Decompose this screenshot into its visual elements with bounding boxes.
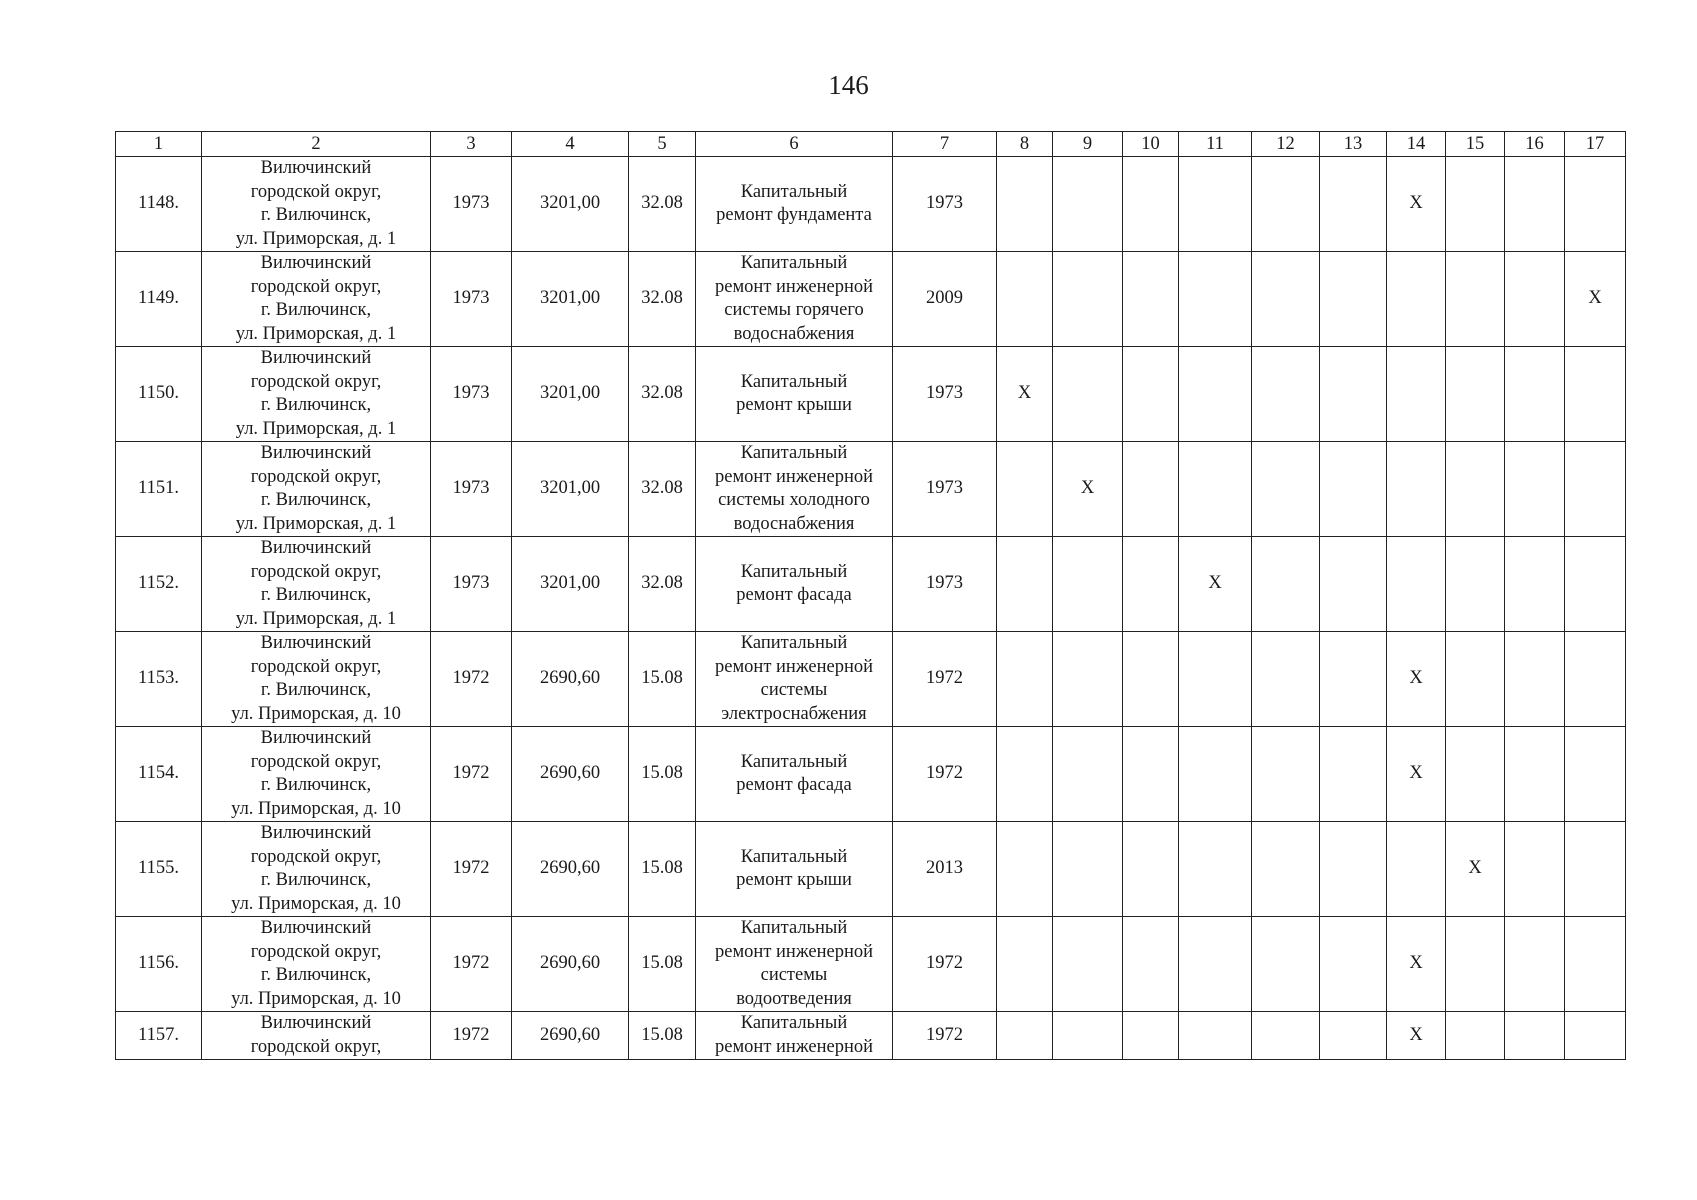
code-cell: 15.08 (629, 917, 696, 1012)
mark-cell-col-11 (1179, 822, 1252, 917)
table-row (116, 917, 1626, 1012)
area-cell: 3201,00 (512, 347, 629, 442)
table-body (116, 157, 1626, 1060)
mark-cell-col-17 (1565, 1012, 1626, 1060)
mark-cell-col-8 (997, 442, 1053, 537)
work-type-cell: Капитальный ремонт фасада (696, 727, 893, 822)
page-number: 146 (828, 70, 869, 100)
mark-cell-col-11: X (1179, 537, 1252, 632)
mark-cell-col-14: X (1387, 727, 1446, 822)
code-cell: 15.08 (629, 632, 696, 727)
mark-cell-col-9 (1053, 822, 1123, 917)
area-cell: 3201,00 (512, 157, 629, 252)
mark-cell-col-13 (1320, 442, 1387, 537)
table-row (116, 347, 1626, 442)
mark-cell-col-15 (1446, 157, 1505, 252)
area-cell: 2690,60 (512, 917, 629, 1012)
code-cell: 32.08 (629, 537, 696, 632)
mark-cell-col-8 (997, 157, 1053, 252)
mark-cell-col-10 (1123, 252, 1179, 347)
mark-cell-col-15: X (1446, 822, 1505, 917)
table-row (116, 727, 1626, 822)
mark-cell-col-17 (1565, 917, 1626, 1012)
mark-cell-col-17 (1565, 822, 1626, 917)
work-type-cell: Капитальный ремонт инженерной (696, 1012, 893, 1060)
mark-cell-col-16 (1505, 917, 1565, 1012)
build-year-cell: 1972 (431, 1012, 512, 1060)
column-header-7: 7 (893, 132, 997, 157)
mark-cell-col-16 (1505, 252, 1565, 347)
row-number-cell: 1151. (116, 442, 202, 537)
area-cell: 3201,00 (512, 252, 629, 347)
column-header-4: 4 (512, 132, 629, 157)
mark-cell-col-12 (1252, 252, 1320, 347)
mark-cell-col-13 (1320, 157, 1387, 252)
mark-cell-col-10 (1123, 1012, 1179, 1060)
work-year-cell: 1973 (893, 442, 997, 537)
mark-cell-col-9 (1053, 252, 1123, 347)
mark-cell-col-14: X (1387, 1012, 1446, 1060)
mark-cell-col-8 (997, 1012, 1053, 1060)
mark-cell-col-11 (1179, 632, 1252, 727)
work-type-cell: Капитальный ремонт фундамента (696, 157, 893, 252)
mark-cell-col-13 (1320, 1012, 1387, 1060)
column-header-12: 12 (1252, 132, 1320, 157)
mark-cell-col-10 (1123, 347, 1179, 442)
mark-cell-col-14 (1387, 537, 1446, 632)
mark-cell-col-16 (1505, 632, 1565, 727)
mark-cell-col-16 (1505, 1012, 1565, 1060)
mark-cell-col-10 (1123, 822, 1179, 917)
work-year-cell: 1972 (893, 1012, 997, 1060)
column-header-17: 17 (1565, 132, 1626, 157)
column-header-15: 15 (1446, 132, 1505, 157)
build-year-cell: 1973 (431, 157, 512, 252)
row-number-cell: 1148. (116, 157, 202, 252)
area-cell: 2690,60 (512, 632, 629, 727)
mark-cell-col-14 (1387, 442, 1446, 537)
mark-cell-col-11 (1179, 917, 1252, 1012)
mark-cell-col-8 (997, 822, 1053, 917)
table-row (116, 632, 1626, 727)
code-cell: 15.08 (629, 1012, 696, 1060)
code-cell: 32.08 (629, 157, 696, 252)
mark-cell-col-9 (1053, 632, 1123, 727)
row-number-cell: 1157. (116, 1012, 202, 1060)
code-cell: 15.08 (629, 822, 696, 917)
row-number-cell: 1153. (116, 632, 202, 727)
work-type-cell: Капитальный ремонт крыши (696, 347, 893, 442)
column-header-3: 3 (431, 132, 512, 157)
table-row (116, 442, 1626, 537)
mark-cell-col-16 (1505, 442, 1565, 537)
mark-cell-col-11 (1179, 252, 1252, 347)
mark-cell-col-15 (1446, 442, 1505, 537)
mark-cell-col-10 (1123, 727, 1179, 822)
mark-cell-col-8 (997, 252, 1053, 347)
mark-cell-col-12 (1252, 537, 1320, 632)
row-number-cell: 1150. (116, 347, 202, 442)
mark-cell-col-17 (1565, 632, 1626, 727)
area-cell: 3201,00 (512, 442, 629, 537)
table-row (116, 1012, 1626, 1060)
mark-cell-col-15 (1446, 1012, 1505, 1060)
mark-cell-col-9 (1053, 157, 1123, 252)
mark-cell-col-9 (1053, 537, 1123, 632)
mark-cell-col-8 (997, 727, 1053, 822)
mark-cell-col-8 (997, 632, 1053, 727)
address-cell: Вилючинский городской округ, г. Вилючинск, ул. Приморская, д. 10 (202, 727, 431, 822)
build-year-cell: 1972 (431, 822, 512, 917)
mark-cell-col-15 (1446, 632, 1505, 727)
work-year-cell: 2013 (893, 822, 997, 917)
work-year-cell: 2009 (893, 252, 997, 347)
code-cell: 32.08 (629, 442, 696, 537)
mark-cell-col-16 (1505, 347, 1565, 442)
mark-cell-col-11 (1179, 347, 1252, 442)
mark-cell-col-12 (1252, 157, 1320, 252)
work-year-cell: 1972 (893, 727, 997, 822)
mark-cell-col-12 (1252, 822, 1320, 917)
mark-cell-col-13 (1320, 917, 1387, 1012)
table-row (116, 537, 1626, 632)
column-header-1: 1 (116, 132, 202, 157)
mark-cell-col-9 (1053, 917, 1123, 1012)
mark-cell-col-10 (1123, 537, 1179, 632)
address-cell: Вилючинский городской округ, г. Вилючинск, ул. Приморская, д. 1 (202, 537, 431, 632)
mark-cell-col-14: X (1387, 157, 1446, 252)
build-year-cell: 1973 (431, 537, 512, 632)
mark-cell-col-17 (1565, 157, 1626, 252)
mark-cell-col-12 (1252, 1012, 1320, 1060)
area-cell: 2690,60 (512, 1012, 629, 1060)
code-cell: 15.08 (629, 727, 696, 822)
row-number-cell: 1152. (116, 537, 202, 632)
column-header-16: 16 (1505, 132, 1565, 157)
work-type-cell: Капитальный ремонт фасада (696, 537, 893, 632)
mark-cell-col-15 (1446, 252, 1505, 347)
mark-cell-col-13 (1320, 822, 1387, 917)
build-year-cell: 1972 (431, 727, 512, 822)
column-header-10: 10 (1123, 132, 1179, 157)
mark-cell-col-8 (997, 537, 1053, 632)
table-row (116, 252, 1626, 347)
mark-cell-col-10 (1123, 157, 1179, 252)
column-header-9: 9 (1053, 132, 1123, 157)
mark-cell-col-15 (1446, 917, 1505, 1012)
area-cell: 2690,60 (512, 822, 629, 917)
mark-cell-col-12 (1252, 347, 1320, 442)
mark-cell-col-12 (1252, 632, 1320, 727)
mark-cell-col-13 (1320, 632, 1387, 727)
build-year-cell: 1973 (431, 347, 512, 442)
mark-cell-col-17 (1565, 537, 1626, 632)
work-type-cell: Капитальный ремонт инженерной системы холодного водоснабжения (696, 442, 893, 537)
row-number-cell: 1156. (116, 917, 202, 1012)
row-number-cell: 1149. (116, 252, 202, 347)
mark-cell-col-15 (1446, 537, 1505, 632)
address-cell: Вилючинский городской округ, г. Вилючинск, ул. Приморская, д. 10 (202, 917, 431, 1012)
mark-cell-col-8: X (997, 347, 1053, 442)
mark-cell-col-13 (1320, 537, 1387, 632)
area-cell: 2690,60 (512, 727, 629, 822)
code-cell: 32.08 (629, 252, 696, 347)
mark-cell-col-14 (1387, 252, 1446, 347)
mark-cell-col-14 (1387, 822, 1446, 917)
build-year-cell: 1973 (431, 252, 512, 347)
work-type-cell: Капитальный ремонт инженерной системы электроснабжения (696, 632, 893, 727)
column-header-14: 14 (1387, 132, 1446, 157)
mark-cell-col-13 (1320, 252, 1387, 347)
mark-cell-col-17 (1565, 442, 1626, 537)
mark-cell-col-17 (1565, 727, 1626, 822)
row-number-cell: 1155. (116, 822, 202, 917)
mark-cell-col-9 (1053, 727, 1123, 822)
mark-cell-col-15 (1446, 727, 1505, 822)
work-type-cell: Капитальный ремонт крыши (696, 822, 893, 917)
address-cell: Вилючинский городской округ, г. Вилючинск, ул. Приморская, д. 10 (202, 822, 431, 917)
mark-cell-col-16 (1505, 537, 1565, 632)
mark-cell-col-16 (1505, 157, 1565, 252)
mark-cell-col-13 (1320, 727, 1387, 822)
address-cell: Вилючинский городской округ, г. Вилючинск, ул. Приморская, д. 1 (202, 157, 431, 252)
mark-cell-col-9 (1053, 1012, 1123, 1060)
column-header-13: 13 (1320, 132, 1387, 157)
address-cell: Вилючинский городской округ, г. Вилючинск, ул. Приморская, д. 1 (202, 347, 431, 442)
mark-cell-col-16 (1505, 822, 1565, 917)
mark-cell-col-11 (1179, 442, 1252, 537)
mark-cell-col-14: X (1387, 917, 1446, 1012)
header-row (116, 132, 1626, 157)
mark-cell-col-11 (1179, 157, 1252, 252)
mark-cell-col-17 (1565, 347, 1626, 442)
registry-table (115, 131, 1626, 1060)
work-type-cell: Капитальный ремонт инженерной системы горячего водоснабжения (696, 252, 893, 347)
mark-cell-col-11 (1179, 1012, 1252, 1060)
column-header-2: 2 (202, 132, 431, 157)
table-row (116, 822, 1626, 917)
address-cell: Вилючинский городской округ, г. Вилючинск, ул. Приморская, д. 10 (202, 632, 431, 727)
work-type-cell: Капитальный ремонт инженерной системы водоотведения (696, 917, 893, 1012)
mark-cell-col-15 (1446, 347, 1505, 442)
mark-cell-col-12 (1252, 442, 1320, 537)
row-number-cell: 1154. (116, 727, 202, 822)
build-year-cell: 1973 (431, 442, 512, 537)
work-year-cell: 1973 (893, 157, 997, 252)
address-cell: Вилючинский городской округ, г. Вилючинск, ул. Приморская, д. 1 (202, 442, 431, 537)
column-header-5: 5 (629, 132, 696, 157)
mark-cell-col-10 (1123, 442, 1179, 537)
mark-cell-col-11 (1179, 727, 1252, 822)
code-cell: 32.08 (629, 347, 696, 442)
mark-cell-col-13 (1320, 347, 1387, 442)
mark-cell-col-16 (1505, 727, 1565, 822)
mark-cell-col-14 (1387, 347, 1446, 442)
mark-cell-col-10 (1123, 917, 1179, 1012)
mark-cell-col-9: X (1053, 442, 1123, 537)
mark-cell-col-17: X (1565, 252, 1626, 347)
work-year-cell: 1973 (893, 347, 997, 442)
mark-cell-col-8 (997, 917, 1053, 1012)
column-header-11: 11 (1179, 132, 1252, 157)
area-cell: 3201,00 (512, 537, 629, 632)
column-header-8: 8 (997, 132, 1053, 157)
address-cell: Вилючинский городской округ, (202, 1012, 431, 1060)
build-year-cell: 1972 (431, 632, 512, 727)
column-header-6: 6 (696, 132, 893, 157)
work-year-cell: 1973 (893, 537, 997, 632)
mark-cell-col-14: X (1387, 632, 1446, 727)
mark-cell-col-9 (1053, 347, 1123, 442)
build-year-cell: 1972 (431, 917, 512, 1012)
work-year-cell: 1972 (893, 632, 997, 727)
mark-cell-col-10 (1123, 632, 1179, 727)
mark-cell-col-12 (1252, 917, 1320, 1012)
table-row (116, 157, 1626, 252)
work-year-cell: 1972 (893, 917, 997, 1012)
address-cell: Вилючинский городской округ, г. Вилючинск, ул. Приморская, д. 1 (202, 252, 431, 347)
mark-cell-col-12 (1252, 727, 1320, 822)
